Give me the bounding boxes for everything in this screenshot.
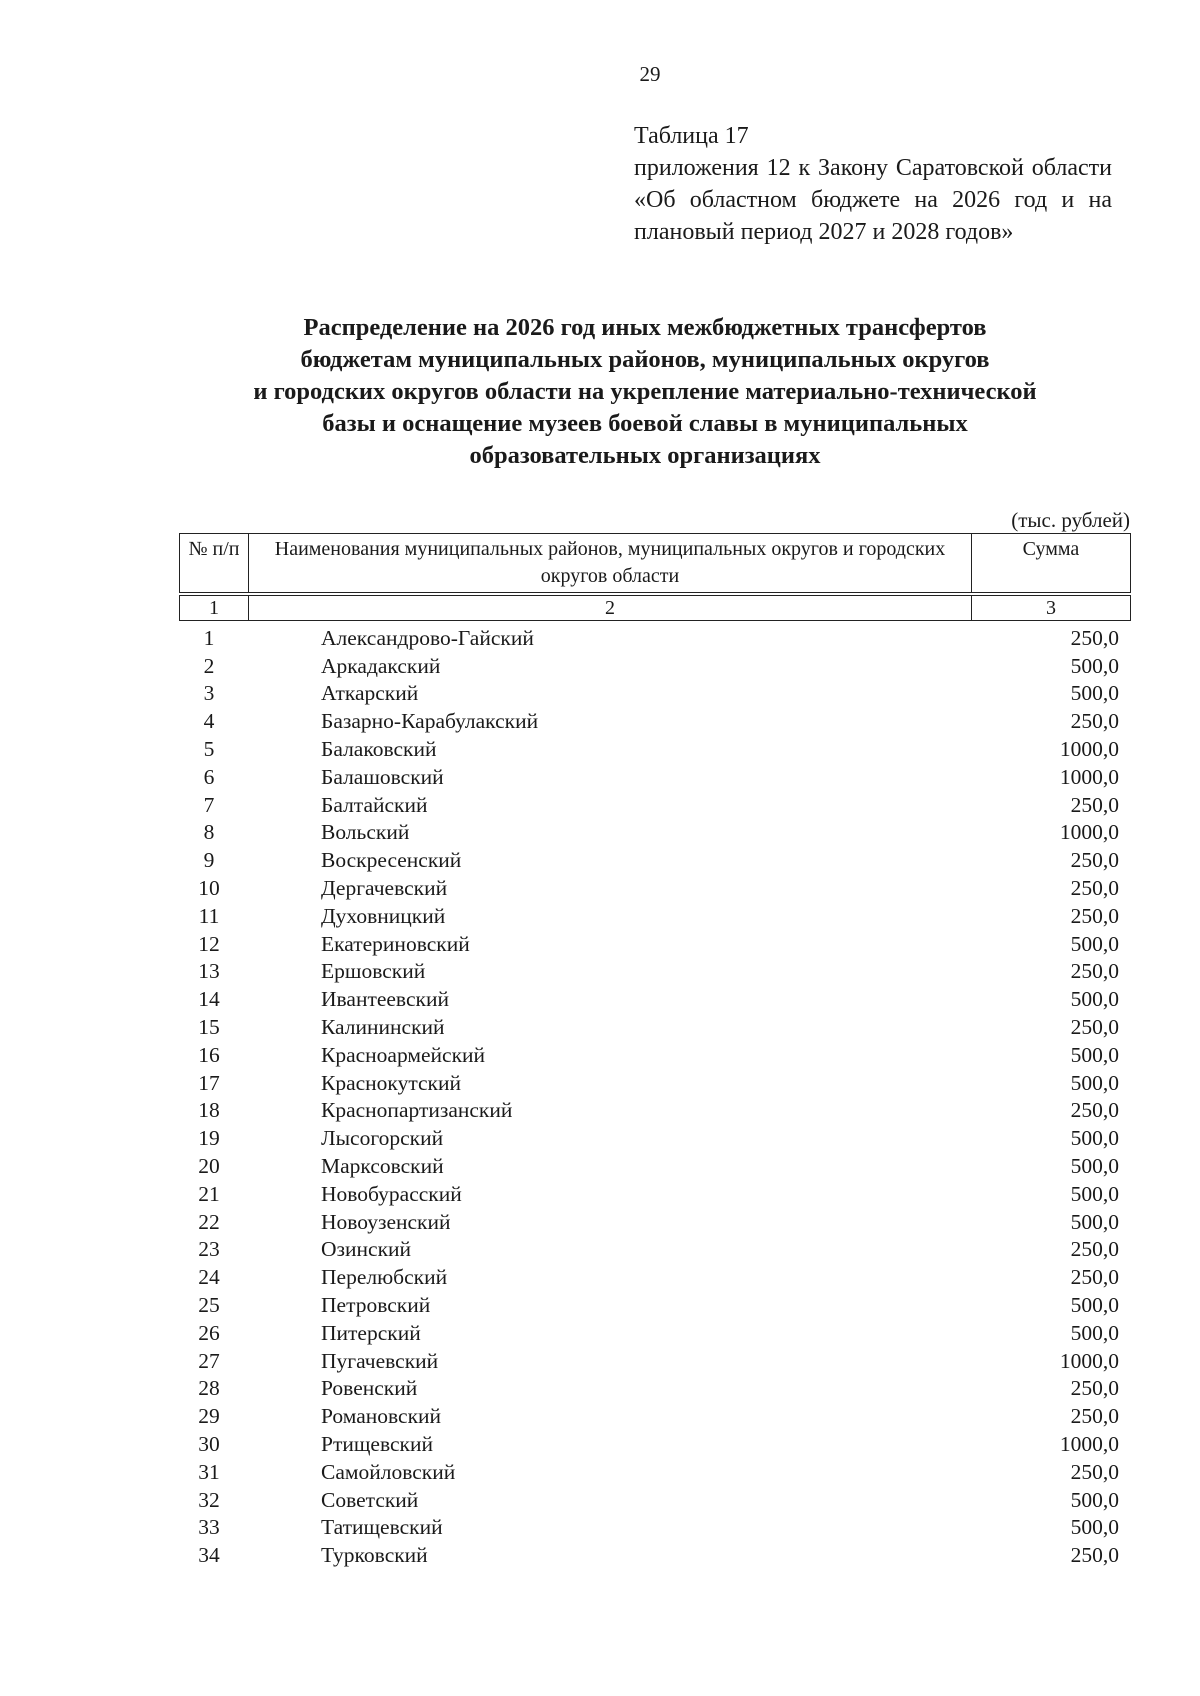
column-number-row <box>180 596 1131 621</box>
row-number: 24 <box>198 1265 220 1290</box>
table-row <box>179 985 1131 1013</box>
row-number: 7 <box>203 792 215 817</box>
row-number: 3 <box>203 681 215 706</box>
municipality-name: Вольский <box>321 820 410 845</box>
amount-value: 1000,0 <box>1059 820 1119 845</box>
amount-value: 1000,0 <box>1059 1348 1119 1373</box>
amount-value: 250,0 <box>1070 1098 1119 1123</box>
table-row <box>179 652 1131 680</box>
table-row <box>179 1152 1131 1180</box>
document-heading <box>150 312 1140 472</box>
table-row <box>179 1263 1131 1291</box>
table-row <box>179 902 1131 930</box>
heading-line: бюджетам муниципальных районов, муниципальных округов <box>300 346 990 373</box>
municipality-name: Самойловский <box>321 1459 456 1484</box>
table-row <box>179 1041 1131 1069</box>
row-number: 5 <box>203 737 215 762</box>
table-row <box>179 846 1131 874</box>
amount-value: 250,0 <box>1070 1404 1119 1429</box>
row-number: 18 <box>198 1098 220 1123</box>
municipality-name: Ровенский <box>321 1376 418 1401</box>
table-row <box>179 1347 1131 1375</box>
row-number: 29 <box>198 1404 220 1429</box>
heading-line: образовательных организациях <box>469 442 821 469</box>
row-number: 17 <box>198 1070 220 1095</box>
municipality-name: Краснокутский <box>321 1070 461 1095</box>
column-number: 2 <box>249 596 972 621</box>
municipality-name: Ртищевский <box>321 1432 433 1456</box>
amount-value: 500,0 <box>1070 681 1119 706</box>
municipality-name: Ивантеевский <box>321 987 449 1012</box>
amount-value: 250,0 <box>1070 1265 1119 1290</box>
row-number: 12 <box>198 931 220 956</box>
table-row <box>179 1541 1131 1569</box>
heading-line: Распределение на 2026 год иных межбюджетных трансфертов <box>303 314 987 341</box>
municipality-name: Дергачевский <box>321 876 448 901</box>
header-row <box>180 534 1131 593</box>
municipality-name: Балтайский <box>321 792 428 817</box>
row-number: 8 <box>203 820 215 845</box>
table-row <box>179 1236 1131 1264</box>
municipality-name: Петровский <box>321 1293 431 1318</box>
municipality-name: Калининский <box>321 1015 445 1040</box>
amount-value: 250,0 <box>1070 792 1119 817</box>
municipality-name: Александрово-Гайский <box>321 625 534 650</box>
header-name-cell: Наименования муниципальных районов, муниципальных округов и городских округов области <box>249 534 972 593</box>
municipality-name: Марксовский <box>321 1154 444 1179</box>
municipality-name: Питерский <box>321 1320 421 1345</box>
annex-table-label: Таблица 17 <box>634 123 749 149</box>
row-number: 30 <box>198 1432 220 1456</box>
table-row <box>179 1402 1131 1430</box>
municipality-name: Екатериновский <box>321 931 470 956</box>
row-number: 10 <box>198 876 220 901</box>
municipality-name: Романовский <box>321 1404 442 1429</box>
column-number: 3 <box>972 596 1131 621</box>
table-row <box>179 1291 1131 1319</box>
table-row <box>179 1180 1131 1208</box>
municipality-name: Пугачевский <box>321 1348 439 1373</box>
municipality-name: Духовницкий <box>321 903 446 928</box>
municipality-name: Воскресенский <box>321 848 462 873</box>
amount-value: 500,0 <box>1070 1209 1119 1234</box>
page-number: 29 <box>639 62 661 86</box>
heading-line: базы и оснащение музеев боевой славы в муниципальных <box>322 410 968 437</box>
amount-value: 500,0 <box>1070 987 1119 1012</box>
row-number: 13 <box>198 959 220 984</box>
amount-value: 250,0 <box>1070 625 1119 650</box>
table-row <box>179 1319 1131 1347</box>
table-row <box>179 1097 1131 1125</box>
municipality-name: Краснопартизанский <box>321 1098 513 1123</box>
table-row <box>179 930 1131 958</box>
row-number: 21 <box>198 1181 220 1206</box>
table-header <box>179 533 1131 621</box>
municipality-name: Новобурасский <box>321 1181 462 1206</box>
municipality-name: Советский <box>321 1487 419 1512</box>
row-number: 11 <box>198 903 220 928</box>
amount-value: 1000,0 <box>1059 737 1119 762</box>
heading-line: и городских округов области на укрепление материально-технической <box>253 378 1037 405</box>
row-number: 23 <box>198 1237 220 1262</box>
row-number: 6 <box>203 764 215 789</box>
row-number: 31 <box>198 1459 220 1484</box>
municipality-name: Красноармейский <box>321 1042 486 1067</box>
amount-value: 500,0 <box>1070 931 1119 956</box>
municipality-name: Балаковский <box>321 737 437 762</box>
table-row <box>179 819 1131 847</box>
amount-value: 500,0 <box>1070 1154 1119 1179</box>
row-number: 2 <box>203 653 215 678</box>
table-row <box>179 1013 1131 1041</box>
table-row <box>179 958 1131 986</box>
municipality-name: Базарно-Карабулакский <box>321 709 539 734</box>
amount-value: 250,0 <box>1070 903 1119 928</box>
allocation-table-body <box>179 624 1131 1569</box>
municipality-name: Новоузенский <box>321 1209 451 1234</box>
table-row <box>179 1069 1131 1097</box>
municipality-name: Лысогорский <box>321 1126 444 1151</box>
table-row <box>179 1458 1131 1486</box>
municipality-name: Озинский <box>321 1237 412 1262</box>
municipality-name: Аткарский <box>321 681 419 706</box>
amount-value: 500,0 <box>1070 1181 1119 1206</box>
table-row <box>179 1124 1131 1152</box>
row-number: 19 <box>198 1126 220 1151</box>
amount-value: 250,0 <box>1070 959 1119 984</box>
annex-reference <box>634 120 1112 248</box>
row-number: 15 <box>198 1015 220 1040</box>
amount-value: 250,0 <box>1070 876 1119 901</box>
units-note: (тыс. рублей) <box>1011 508 1130 532</box>
row-number: 1 <box>203 625 215 650</box>
row-number: 14 <box>198 987 220 1012</box>
amount-value: 500,0 <box>1070 653 1119 678</box>
row-number: 27 <box>198 1348 220 1373</box>
column-number: 1 <box>180 596 249 621</box>
amount-value: 500,0 <box>1070 1320 1119 1345</box>
table-row <box>179 1208 1131 1236</box>
table-row <box>179 1486 1131 1514</box>
row-number: 22 <box>198 1209 220 1234</box>
amount-value: 250,0 <box>1070 848 1119 873</box>
table-row <box>179 680 1131 708</box>
table-row <box>179 735 1131 763</box>
row-number: 4 <box>203 709 215 734</box>
row-number: 34 <box>198 1543 220 1568</box>
table-row <box>179 707 1131 735</box>
municipality-name: Татищевский <box>321 1515 443 1540</box>
table-rows <box>179 624 1131 1569</box>
row-number: 32 <box>198 1487 220 1512</box>
table-row <box>179 763 1131 791</box>
amount-value: 250,0 <box>1070 1015 1119 1040</box>
amount-value: 500,0 <box>1070 1515 1119 1540</box>
amount-value: 250,0 <box>1070 1376 1119 1401</box>
annex-law-reference: приложения 12 к Закону Саратовской области «Об областном бюджете на 2026 год и на плановый период 2027 и 2028 годов» <box>634 155 1112 245</box>
amount-value: 500,0 <box>1070 1042 1119 1067</box>
amount-value: 1000,0 <box>1059 764 1119 789</box>
amount-value: 250,0 <box>1070 709 1119 734</box>
header-amount-cell: Сумма <box>972 534 1131 593</box>
row-number: 33 <box>198 1515 220 1540</box>
municipality-name: Аркадакский <box>321 653 441 678</box>
header-number-cell: № п/п <box>180 534 249 593</box>
amount-value: 250,0 <box>1070 1459 1119 1484</box>
table-row <box>179 624 1131 652</box>
amount-value: 500,0 <box>1070 1126 1119 1151</box>
municipality-name: Ершовский <box>321 959 426 984</box>
row-number: 9 <box>203 848 215 873</box>
row-number: 16 <box>198 1042 220 1067</box>
amount-value: 1000,0 <box>1059 1432 1119 1456</box>
amount-value: 250,0 <box>1070 1237 1119 1262</box>
municipality-name: Балашовский <box>321 764 444 789</box>
municipality-name: Турковский <box>321 1543 428 1568</box>
row-number: 25 <box>198 1293 220 1318</box>
amount-value: 500,0 <box>1070 1293 1119 1318</box>
municipality-name: Перелюбский <box>321 1265 448 1290</box>
table-row <box>179 1430 1131 1458</box>
table-row <box>179 874 1131 902</box>
amount-value: 250,0 <box>1070 1543 1119 1568</box>
row-number: 28 <box>198 1376 220 1401</box>
amount-value: 500,0 <box>1070 1070 1119 1095</box>
table-row <box>179 791 1131 819</box>
amount-value: 500,0 <box>1070 1487 1119 1512</box>
row-number: 20 <box>198 1154 220 1179</box>
row-number: 26 <box>198 1320 220 1345</box>
table-row <box>179 1514 1131 1542</box>
table-row <box>179 1375 1131 1403</box>
